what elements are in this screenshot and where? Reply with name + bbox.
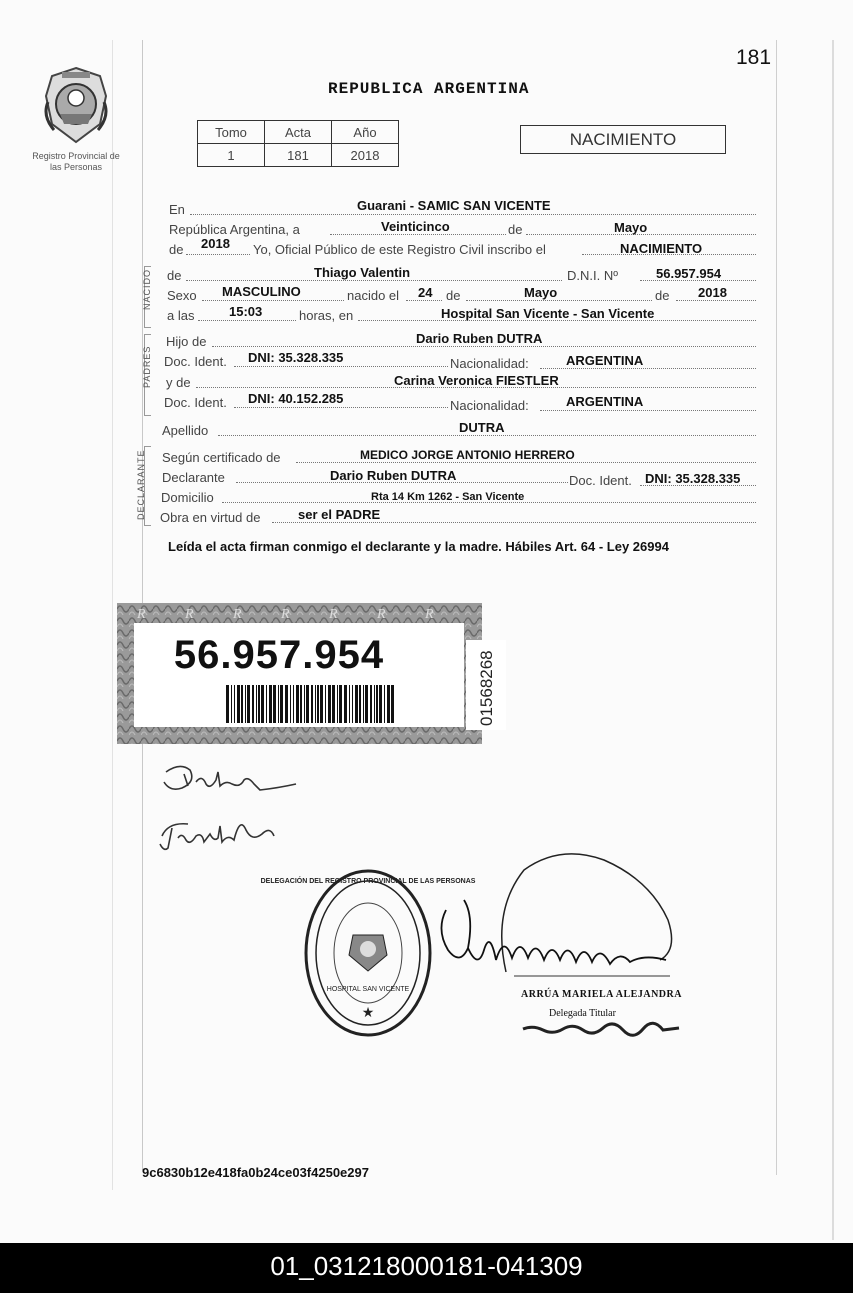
fill-line xyxy=(186,280,562,281)
logo-caption: Registro Provincial de las Personas xyxy=(32,151,120,172)
month-value: Mayo xyxy=(614,220,648,235)
svg-text:★: ★ xyxy=(361,1004,375,1020)
barcode-bar xyxy=(258,685,260,723)
label-doc-ident: Doc. Ident. xyxy=(164,354,227,369)
svg-text:DELEGACIÓN DEL REGISTRO PROVIN: DELEGACIÓN DEL REGISTRO PROVINCIAL DE LAS PERSONAS xyxy=(260,878,476,885)
illegible-stamp-line xyxy=(523,1024,679,1034)
act-type-box: NACIMIENTO xyxy=(520,125,726,154)
barcode-bar xyxy=(352,685,353,723)
svg-text:R: R xyxy=(425,607,434,622)
barcode-bar xyxy=(247,685,250,723)
label-sexo: Sexo xyxy=(167,288,197,303)
table-header: Tomo xyxy=(198,121,265,144)
label-obra: Obra en virtud de xyxy=(160,510,261,525)
barcode-bar xyxy=(252,685,254,723)
barcode-bar xyxy=(339,685,342,723)
fill-line xyxy=(234,366,448,367)
barcode-bar xyxy=(306,685,309,723)
barcode-bar xyxy=(285,685,288,723)
barcode-bar xyxy=(234,685,235,723)
barcode-bar xyxy=(237,685,240,723)
birth-day-value: 24 xyxy=(418,285,433,300)
label-de: de xyxy=(508,222,523,237)
sticker-serial-text: 01568268 xyxy=(477,650,496,726)
fill-line xyxy=(190,214,756,215)
barcode-bar xyxy=(226,685,229,723)
fill-line xyxy=(330,234,506,235)
barcode-bar xyxy=(349,685,350,723)
signature-fiestler xyxy=(158,812,278,854)
barcode-bar xyxy=(374,685,375,723)
birth-year-value: 2018 xyxy=(698,285,727,300)
barcode-bar xyxy=(315,685,316,723)
label-hijo-de: Hijo de xyxy=(166,334,207,349)
svg-text:HOSPITAL SAN VICENTE: HOSPITAL SAN VICENTE xyxy=(326,986,410,993)
address-value: Rta 14 Km 1262 - San Vicente xyxy=(371,491,525,503)
fill-line xyxy=(272,522,756,523)
margin-rule xyxy=(776,40,777,1175)
surname-value: DUTRA xyxy=(459,420,505,435)
sticker-label-area xyxy=(134,623,464,727)
barcode-bar xyxy=(300,685,302,723)
fill-line xyxy=(676,300,756,301)
day-words-value: Veinticinco xyxy=(381,219,450,234)
observation-note: Leída el acta firman conmigo el declarante y la madre. Hábiles Art. 64 - Ley 26994 xyxy=(168,539,669,554)
table-cell: 1 xyxy=(198,144,265,167)
page-edge xyxy=(832,40,834,1240)
fill-line xyxy=(198,320,296,321)
barcode-bar xyxy=(293,685,294,723)
label-dni: D.N.I. Nº xyxy=(567,268,618,283)
mother-doc-value: DNI: 40.152.285 xyxy=(248,391,344,406)
label-y-de: y de xyxy=(166,375,191,390)
document-hash: 9c6830b12e418fa0b24ce03f4250e297 xyxy=(142,1165,369,1180)
barcode-bar xyxy=(363,685,364,723)
dni-sticker xyxy=(117,603,482,744)
fill-line xyxy=(540,410,756,411)
barcode-bar xyxy=(311,685,313,723)
fill-line xyxy=(212,346,756,347)
barcode-bar xyxy=(384,685,385,723)
barcode-bar xyxy=(379,685,382,723)
year-value: 2018 xyxy=(201,236,230,251)
svg-text:R: R xyxy=(185,607,194,622)
registered-as-value: NACIMIENTO xyxy=(620,241,703,256)
label-de: de xyxy=(446,288,461,303)
mother-nationality-value: ARGENTINA xyxy=(566,394,644,409)
barcode-bar xyxy=(370,685,372,723)
label-doc-ident: Doc. Ident. xyxy=(569,473,632,488)
label-nacionalidad: Nacionalidad: xyxy=(450,398,529,413)
barcode-bar xyxy=(278,685,279,723)
table-header: Acta xyxy=(265,121,332,144)
label-domicilio: Domicilio xyxy=(161,490,214,505)
barcode-bar xyxy=(273,685,276,723)
side-label-nacido: NACIDO xyxy=(142,268,152,310)
declarant-doc-value: DNI: 35.328.335 xyxy=(645,471,741,486)
fill-line xyxy=(540,368,756,369)
barcode-bar xyxy=(266,685,267,723)
label-de: de xyxy=(169,242,184,257)
father-doc-value: DNI: 35.328.335 xyxy=(248,350,344,365)
barcode-bar xyxy=(231,685,232,723)
table-header: Año xyxy=(332,121,399,144)
svg-text:R: R xyxy=(377,607,386,622)
svg-text:R: R xyxy=(233,607,242,622)
barcode-bar xyxy=(387,685,390,723)
capacity-value: ser el PADRE xyxy=(298,507,381,522)
barcode-bar xyxy=(332,685,335,723)
svg-text:R: R xyxy=(137,607,146,622)
barcode-bar xyxy=(359,685,361,723)
fill-line xyxy=(234,407,448,408)
fill-line xyxy=(296,462,756,463)
barcode-bar xyxy=(320,685,323,723)
barcode-bar xyxy=(325,685,326,723)
child-name-value: Thiago Valentin xyxy=(314,265,411,280)
child-dni-value: 56.957.954 xyxy=(656,266,722,281)
declarant-name-value: Dario Ruben DUTRA xyxy=(330,468,457,483)
table-row xyxy=(198,121,399,144)
barcode-bar xyxy=(391,685,394,723)
document-title: REPUBLICA ARGENTINA xyxy=(328,80,530,98)
barcode-bar xyxy=(245,685,246,723)
barcode-bar xyxy=(328,685,331,723)
sex-value: MASCULINO xyxy=(222,284,301,299)
birth-month-value: Mayo xyxy=(524,285,558,300)
svg-text:R: R xyxy=(281,607,290,622)
fill-line xyxy=(218,435,756,436)
barcode-bar xyxy=(296,685,299,723)
barcode xyxy=(226,685,398,723)
barcode-bar xyxy=(269,685,272,723)
signature-dutra xyxy=(160,760,300,800)
svg-text:R: R xyxy=(329,607,338,622)
official-name: ARRÚA MARIELA ALEJANDRA xyxy=(521,989,682,1000)
barcode-bar xyxy=(304,685,305,723)
table-cell: 181 xyxy=(265,144,332,167)
label-a-las: a las xyxy=(167,308,195,323)
barcode-bar xyxy=(261,685,264,723)
mother-name-value: Carina Veronica FIESTLER xyxy=(394,373,559,388)
footer-identifier: 01_031218000181-041309 xyxy=(0,1243,853,1293)
barcode-bar xyxy=(355,685,358,723)
father-nationality-value: ARGENTINA xyxy=(566,353,644,368)
label-republica: República Argentina, a xyxy=(169,222,300,237)
side-label-padres: PADRES xyxy=(142,345,152,388)
barcode-bar xyxy=(256,685,257,723)
official-stamp xyxy=(260,867,476,1039)
page-number: 181 xyxy=(736,46,772,69)
label-segun: Según certificado de xyxy=(162,450,281,465)
fill-line xyxy=(466,300,652,301)
volume-table xyxy=(197,120,399,167)
label-declarante: Declarante xyxy=(162,470,225,485)
barcode-bar xyxy=(365,685,368,723)
label-de: de xyxy=(655,288,670,303)
label-en: En xyxy=(169,202,185,217)
barcode-bar xyxy=(241,685,243,723)
barcode-bar xyxy=(317,685,319,723)
fill-line xyxy=(202,300,344,301)
barcode-bar xyxy=(280,685,283,723)
sticker-serial xyxy=(466,640,506,730)
margin-rule xyxy=(112,40,113,1190)
label-yo: Yo, Oficial Público de este Registro Civil inscribo el xyxy=(253,242,546,257)
label-apellido: Apellido xyxy=(162,423,209,438)
certificate-by-value: MEDICO JORGE ANTONIO HERRERO xyxy=(360,448,575,462)
label-doc-ident: Doc. Ident. xyxy=(164,395,227,410)
sticker-dni-number: 56.957.954 xyxy=(173,633,385,677)
table-row xyxy=(198,144,399,167)
official-role: Delegada Titular xyxy=(549,1008,616,1019)
signature-official xyxy=(434,850,678,1000)
barcode-bar xyxy=(376,685,378,723)
provincial-seal-icon xyxy=(40,66,112,146)
label-horas-en: horas, en xyxy=(299,308,354,323)
label-de: de xyxy=(167,268,182,283)
father-name-value: Dario Ruben DUTRA xyxy=(416,331,543,346)
barcode-bar xyxy=(344,685,347,723)
birth-time-value: 15:03 xyxy=(229,304,263,319)
place-value: Guarani - SAMIC SAN VICENTE xyxy=(357,198,551,213)
fill-line xyxy=(406,300,442,301)
barcode-bar xyxy=(290,685,291,723)
side-label-declarante: DECLARANTE xyxy=(136,449,146,520)
label-nacido-el: nacido el xyxy=(347,288,400,303)
label-nacionalidad: Nacionalidad: xyxy=(450,356,529,371)
barcode-bar xyxy=(337,685,338,723)
table-cell: 2018 xyxy=(332,144,399,167)
birth-place-value: Hospital San Vicente - San Vicente xyxy=(441,306,655,321)
fill-line xyxy=(186,254,250,255)
